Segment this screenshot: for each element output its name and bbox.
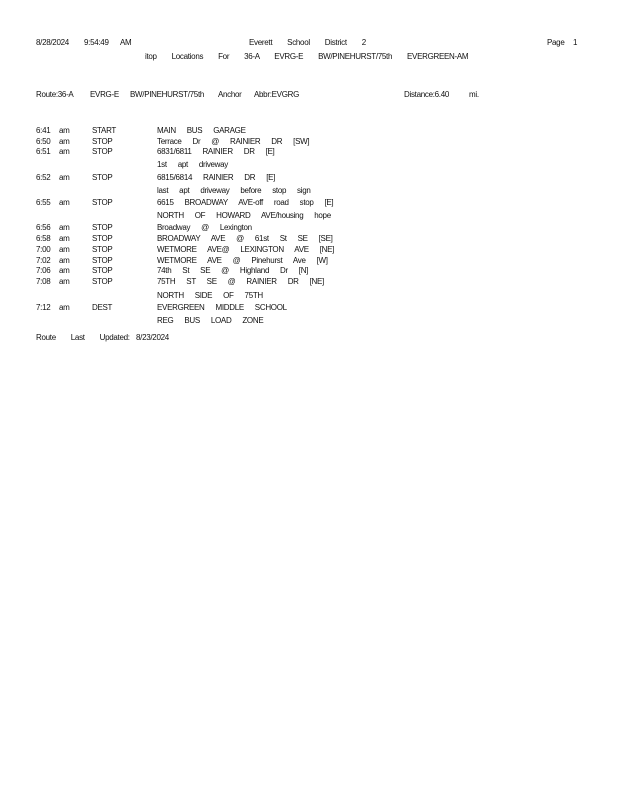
page-number: 1 <box>573 38 578 47</box>
page-label: Page <box>547 38 565 47</box>
report-date: 8/28/2024 <box>36 38 69 47</box>
route-code: EVRG-E <box>90 90 119 99</box>
stop-description: WETMORE AVE @ Pinehurst Ave [W] <box>157 256 328 265</box>
stop-type: START <box>92 126 116 135</box>
stop-time: 6:41 <box>36 126 51 135</box>
stop-time: 7:00 <box>36 245 51 254</box>
stop-description: 74th St SE @ Highland Dr [N] <box>157 266 309 275</box>
stop-time: 6:55 <box>36 198 51 207</box>
stop-ampm: am <box>59 303 70 312</box>
stop-type: STOP <box>92 277 113 286</box>
stop-time: 7:12 <box>36 303 51 312</box>
route-abbr: Abbr:EVGRG <box>254 90 300 99</box>
stop-ampm: am <box>59 198 70 207</box>
stop-type: STOP <box>92 223 113 232</box>
stop-time: 6:56 <box>36 223 51 232</box>
stop-description: 6615 BROADWAY AVE-off road stop [E] <box>157 198 334 207</box>
route-distance: Distance:6.40 <box>404 90 450 99</box>
stop-description: REG BUS LOAD ZONE <box>157 316 264 325</box>
report-subtitle: itop Locations For 36-A EVRG-E BW/PINEHURST/75th <box>145 52 393 61</box>
stop-type: STOP <box>92 245 113 254</box>
stop-type: DEST <box>92 303 113 312</box>
stop-ampm: am <box>59 245 70 254</box>
route-updated-date: 8/23/2024 <box>136 333 169 342</box>
stop-type: STOP <box>92 173 113 182</box>
stop-ampm: am <box>59 137 70 146</box>
stop-type: STOP <box>92 137 113 146</box>
stop-type: STOP <box>92 256 113 265</box>
stop-description: 6831/6811 RAINIER DR [E] <box>157 147 275 156</box>
stop-ampm: am <box>59 126 70 135</box>
stop-description: EVERGREEN MIDDLE SCHOOL <box>157 303 287 312</box>
route-id: Route:36-A <box>36 90 74 99</box>
report-subtitle-right: EVERGREEN-AM <box>407 52 469 61</box>
stop-type: STOP <box>92 147 113 156</box>
stop-ampm: am <box>59 277 70 286</box>
stop-ampm: am <box>59 147 70 156</box>
stop-description: 75TH ST SE @ RAINIER DR [NE] <box>157 277 324 286</box>
stop-description: BROADWAY AVE @ 61st St SE [SE] <box>157 234 333 243</box>
route-name: BW/PINEHURST/75th <box>130 90 205 99</box>
distance-unit: mi. <box>469 90 479 99</box>
report-ampm: AM <box>120 38 132 47</box>
route-updated-label: Route Last Updated: <box>36 333 130 342</box>
anchor-label: Anchor <box>218 90 242 99</box>
stop-description: last apt driveway before stop sign <box>157 186 311 195</box>
stop-ampm: am <box>59 173 70 182</box>
stop-description: NORTH SIDE OF 75TH <box>157 291 263 300</box>
stop-time: 7:02 <box>36 256 51 265</box>
stop-time: 6:50 <box>36 137 51 146</box>
stop-description: NORTH OF HOWARD AVE/housing hope <box>157 211 331 220</box>
stop-type: STOP <box>92 198 113 207</box>
stop-ampm: am <box>59 234 70 243</box>
stop-ampm: am <box>59 266 70 275</box>
stop-time: 6:52 <box>36 173 51 182</box>
stop-description: Broadway @ Lexington <box>157 223 252 232</box>
stop-description: 6815/6814 RAINIER DR [E] <box>157 173 276 182</box>
stop-time: 7:06 <box>36 266 51 275</box>
report-time: 9:54:49 <box>84 38 109 47</box>
stop-description: 1st apt driveway <box>157 160 229 169</box>
stop-type: STOP <box>92 234 113 243</box>
stop-description: WETMORE AVE@ LEXINGTON AVE [NE] <box>157 245 335 254</box>
stop-description: Terrace Dr @ RAINIER DR [SW] <box>157 137 310 146</box>
stop-description: MAIN BUS GARAGE <box>157 126 246 135</box>
stop-time: 6:58 <box>36 234 51 243</box>
stop-ampm: am <box>59 256 70 265</box>
stop-time: 6:51 <box>36 147 51 156</box>
stop-ampm: am <box>59 223 70 232</box>
stop-time: 7:08 <box>36 277 51 286</box>
stop-type: STOP <box>92 266 113 275</box>
district-name: Everett School District 2 <box>249 38 366 47</box>
